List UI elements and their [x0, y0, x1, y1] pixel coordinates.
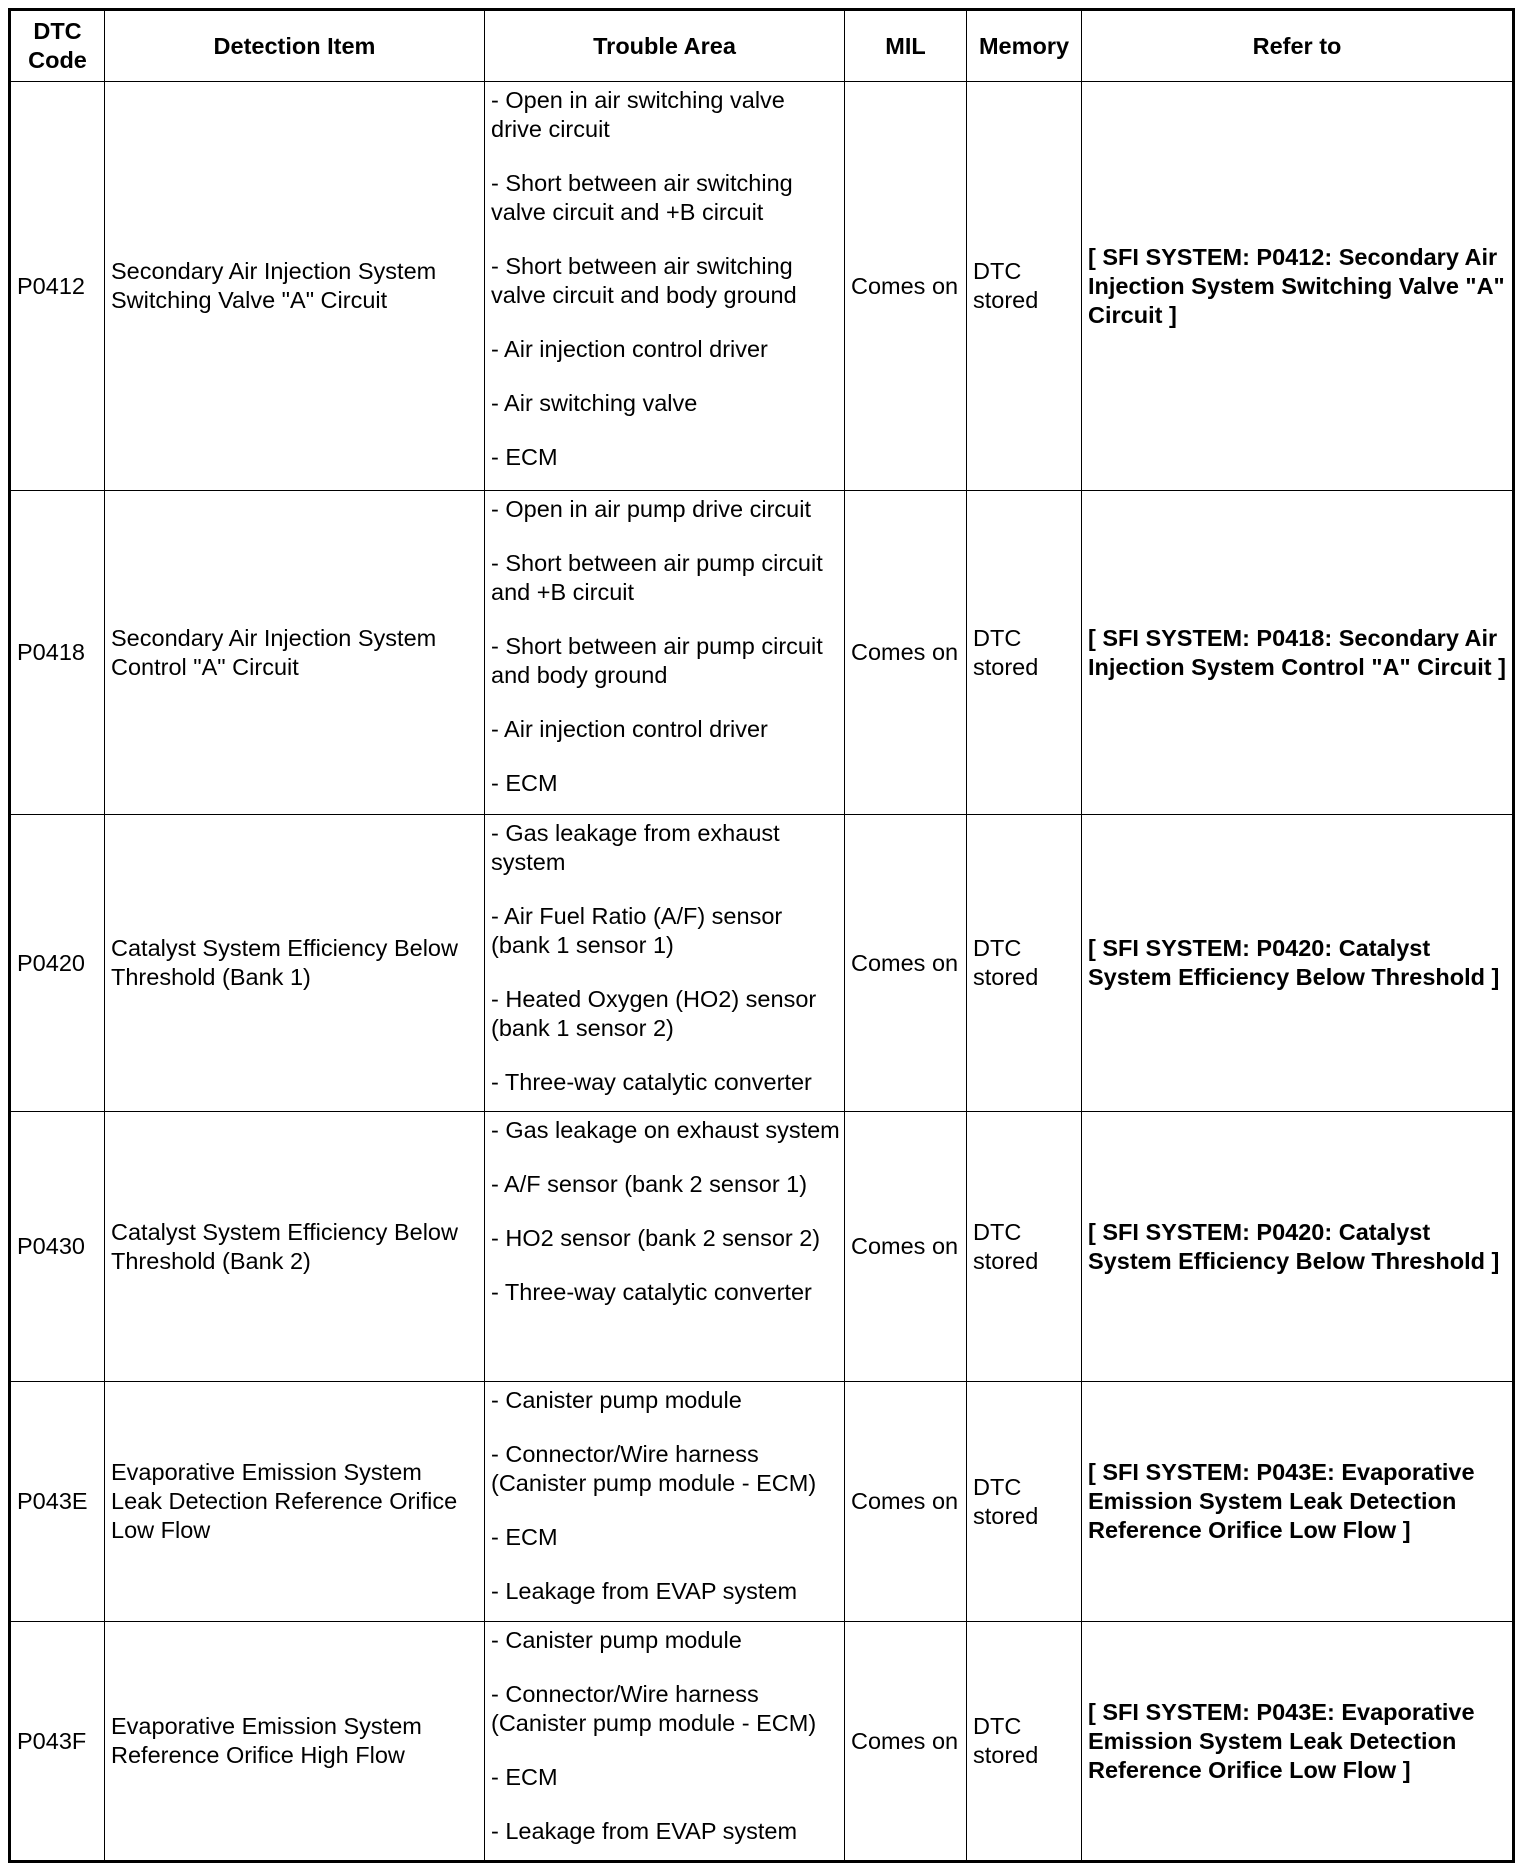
- trouble-item: - ECM: [491, 1764, 558, 1790]
- memory-status: DTC stored: [967, 82, 1082, 491]
- detection-item: Evaporative Emission System Leak Detection Reference Orifice Low Flow: [105, 1382, 485, 1622]
- trouble-item: - Gas leakage from exhaust system: [491, 820, 780, 875]
- trouble-item: - Gas leakage on exhaust system: [491, 1117, 840, 1143]
- mil-status: Comes on: [845, 1382, 967, 1622]
- trouble-item: - Open in air switching valve drive circuit: [491, 87, 785, 142]
- header-memory: Memory: [967, 10, 1082, 82]
- trouble-item: - Canister pump module: [491, 1627, 742, 1653]
- dtc-code: P0412: [10, 82, 105, 491]
- trouble-item: - Three-way catalytic converter: [491, 1279, 812, 1305]
- dtc-code: P0430: [10, 1112, 105, 1382]
- table-row: [10, 491, 1514, 815]
- memory-status: DTC stored: [967, 491, 1082, 815]
- dtc-code: P043F: [10, 1622, 105, 1862]
- memory-status: DTC stored: [967, 1382, 1082, 1622]
- trouble-area: [485, 1382, 845, 1622]
- detection-item: Secondary Air Injection System Switching Valve "A" Circuit: [105, 82, 485, 491]
- trouble-area: [485, 1112, 845, 1382]
- trouble-item: - Short between air pump circuit and +B circuit: [491, 550, 823, 605]
- trouble-item: - Short between air switching valve circuit and body ground: [491, 253, 797, 308]
- mil-status: Comes on: [845, 491, 967, 815]
- header-refer-to: Refer to: [1082, 10, 1514, 82]
- trouble-item: - ECM: [491, 444, 558, 470]
- trouble-item: - Air switching valve: [491, 390, 698, 416]
- mil-status: Comes on: [845, 815, 967, 1112]
- trouble-item: - Connector/Wire harness (Canister pump module - ECM): [491, 1441, 817, 1496]
- dtc-code: P0418: [10, 491, 105, 815]
- refer-to: [ SFI SYSTEM: P0420: Catalyst System Efficiency Below Threshold ]: [1082, 815, 1514, 1112]
- detection-item: Catalyst System Efficiency Below Threshold (Bank 2): [105, 1112, 485, 1382]
- detection-item: Evaporative Emission System Reference Orifice High Flow: [105, 1622, 485, 1862]
- trouble-area: [485, 82, 845, 491]
- trouble-item: - Connector/Wire harness (Canister pump module - ECM): [491, 1681, 817, 1736]
- header-dtc-code: DTC Code: [10, 10, 105, 82]
- trouble-item: - Leakage from EVAP system: [491, 1578, 798, 1604]
- trouble-item: - Three-way catalytic converter: [491, 1069, 812, 1095]
- mil-status: Comes on: [845, 1112, 967, 1382]
- table-row: [10, 815, 1514, 1112]
- trouble-item: - A/F sensor (bank 2 sensor 1): [491, 1171, 808, 1197]
- header-row: [10, 10, 1514, 82]
- dtc-code: P0420: [10, 815, 105, 1112]
- trouble-item: - ECM: [491, 770, 558, 796]
- trouble-area: [485, 491, 845, 815]
- refer-to: [ SFI SYSTEM: P0412: Secondary Air Injection System Switching Valve "A" Circuit ]: [1082, 82, 1514, 491]
- table-body: [10, 82, 1514, 1862]
- table-row: [10, 1382, 1514, 1622]
- trouble-item: - Open in air pump drive circuit: [491, 496, 811, 522]
- refer-to: [ SFI SYSTEM: P0418: Secondary Air Injection System Control "A" Circuit ]: [1082, 491, 1514, 815]
- trouble-item: - Short between air switching valve circuit and +B circuit: [491, 170, 793, 225]
- memory-status: DTC stored: [967, 1112, 1082, 1382]
- mil-status: Comes on: [845, 1622, 967, 1862]
- detection-item: Catalyst System Efficiency Below Threshold (Bank 1): [105, 815, 485, 1112]
- mil-status: Comes on: [845, 82, 967, 491]
- memory-status: DTC stored: [967, 1622, 1082, 1862]
- trouble-item: - Air injection control driver: [491, 336, 768, 362]
- refer-to: [ SFI SYSTEM: P0420: Catalyst System Efficiency Below Threshold ]: [1082, 1112, 1514, 1382]
- trouble-item: - Short between air pump circuit and body ground: [491, 633, 823, 688]
- table-row: [10, 1112, 1514, 1382]
- trouble-area: [485, 1622, 845, 1862]
- refer-to: [ SFI SYSTEM: P043E: Evaporative Emission System Leak Detection Reference Orifice Low Flow ]: [1082, 1382, 1514, 1622]
- dtc-code: P043E: [10, 1382, 105, 1622]
- trouble-item: - Heated Oxygen (HO2) sensor (bank 1 sensor 2): [491, 986, 817, 1041]
- refer-to: [ SFI SYSTEM: P043E: Evaporative Emission System Leak Detection Reference Orifice Low Flow ]: [1082, 1622, 1514, 1862]
- table-row: [10, 1622, 1514, 1862]
- detection-item: Secondary Air Injection System Control "A" Circuit: [105, 491, 485, 815]
- trouble-item: - Leakage from EVAP system: [491, 1818, 798, 1844]
- trouble-item: - Air injection control driver: [491, 716, 768, 742]
- trouble-item: - Canister pump module: [491, 1387, 742, 1413]
- trouble-item: - Air Fuel Ratio (A/F) sensor (bank 1 sensor 1): [491, 903, 783, 958]
- table-header: [10, 10, 1514, 82]
- memory-status: DTC stored: [967, 815, 1082, 1112]
- trouble-item: - HO2 sensor (bank 2 sensor 2): [491, 1225, 821, 1251]
- dtc-table: [8, 8, 1515, 1863]
- trouble-item: - ECM: [491, 1524, 558, 1550]
- header-detection-item: Detection Item: [105, 10, 485, 82]
- trouble-area: [485, 815, 845, 1112]
- header-trouble-area: Trouble Area: [485, 10, 845, 82]
- table-row: [10, 82, 1514, 491]
- header-mil: MIL: [845, 10, 967, 82]
